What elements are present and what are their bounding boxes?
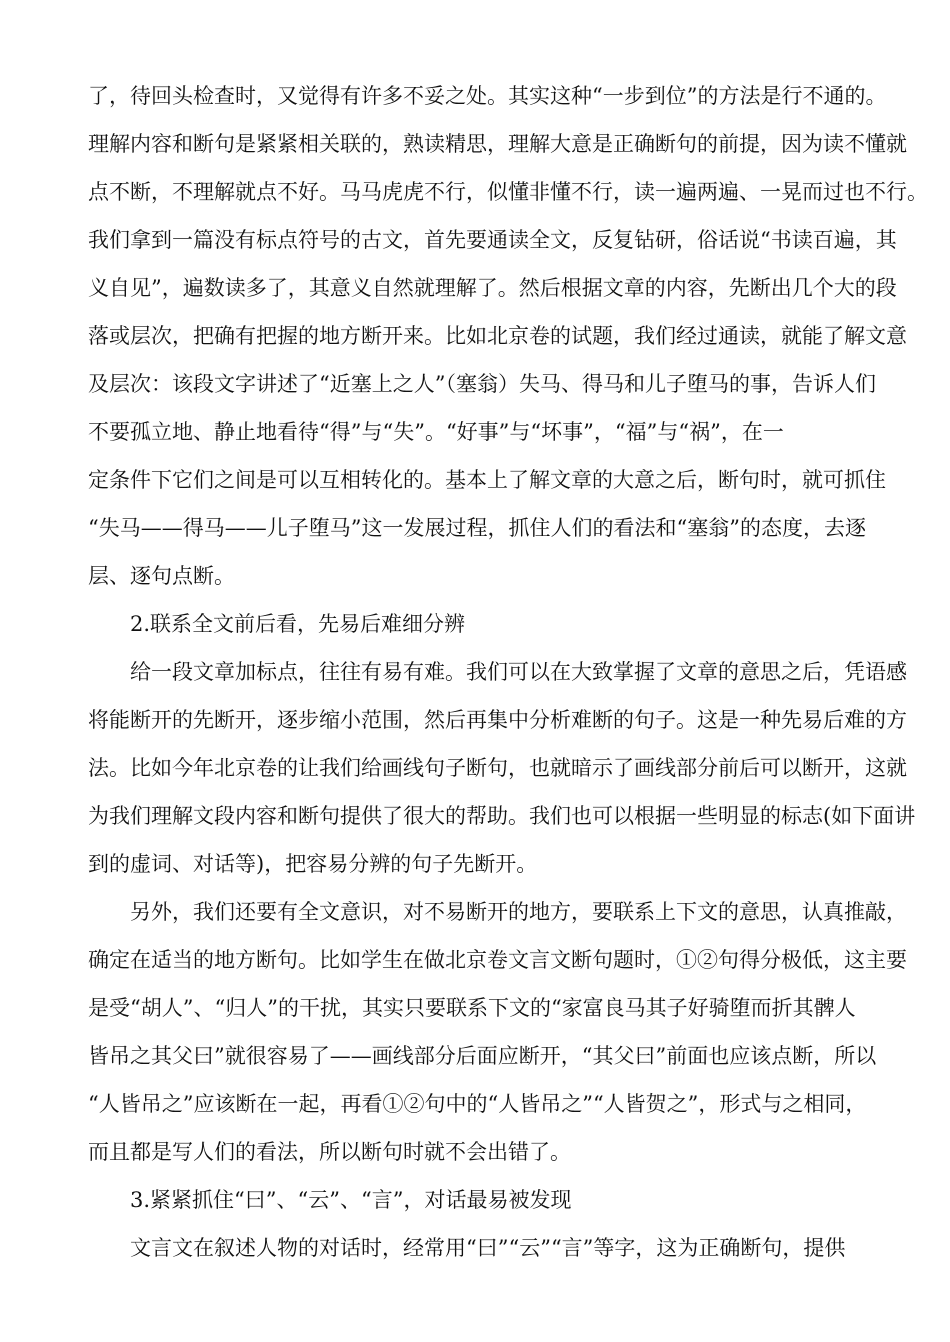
text-line-content: 了，待回头检查时，又觉得有许多不妥之处。其实这种“一步到位”的方法是行不通的。 [88,84,887,108]
text-line-content: 为我们理解文段内容和断句提供了很大的帮助。我们也可以根据一些明显的标志(如下面讲 [88,804,916,828]
text-line-content: 到的虚词、对话等)，把容易分辨的句子先断开。 [88,852,538,876]
text-line [0,120,950,168]
text-line-content: 是受“胡人”、“归人”的干扰，其实只要联系下文的“家富良马其子好骑堕而折其髀人 [88,996,856,1020]
text-line [0,264,950,312]
text-line [0,312,950,360]
text-line-content: 落或层次，把确有把握的地方断开来。比如北京卷的试题，我们经过通读，就能了解文意 [88,324,907,348]
text-line [0,840,950,888]
section-heading [0,1176,950,1224]
text-line [0,216,950,264]
text-line [0,1032,950,1080]
text-line-content: 皆吊之其父曰”就很容易了——画线部分后面应断开，“其父曰”前面也应该点断，所以 [88,1044,877,1068]
text-line [0,168,950,216]
text-line-content: 给一段文章加标点，往往有易有难。我们可以在大致掌握了文章的意思之后，凭语感 [130,660,907,684]
text-line-content: “人皆吊之”应该断在一起，再看①②句中的“人皆吊之”“人皆贺之”，形式与之相同， [88,1092,867,1116]
section-heading-text: 2.联系全文前后看，先易后难细分辨 [130,612,466,636]
text-line [0,696,950,744]
text-line-content: 理解内容和断句是紧紧相关联的，熟读精思，理解大意是正确断句的前提，因为读不懂就 [88,132,907,156]
text-line [0,504,950,552]
text-line [0,984,950,1032]
text-line [0,456,950,504]
text-line [0,792,950,840]
text-line-content: 法。比如今年北京卷的让我们给画线句子断句，也就暗示了画线部分前后可以断开，这就 [88,756,907,780]
text-line-content: 定条件下它们之间是可以互相转化的。基本上了解文章的大意之后，断句时，就可抓住 [88,468,886,492]
text-line-content: 层、逐句点断。 [88,564,235,588]
text-line-content: 而且都是写人们的看法，所以断句时就不会出错了。 [88,1140,571,1164]
text-line-content: 点不断，不理解就点不好。马马虎虎不行，似懂非懂不行，读一遍两遍、一晃而过也不行。 [88,180,928,204]
text-line [0,408,950,456]
text-line-content: 另外，我们还要有全文意识，对不易断开的地方，要联系上下文的意思，认真推敲， [130,900,907,924]
text-line-content: “失马——得马——儿子堕马”这一发展过程，抓住人们的看法和“塞翁”的态度，去逐 [88,516,866,540]
text-line-content: 文言文在叙述人物的对话时，经常用“曰”“云”“言”等字，这为正确断句，提供 [130,1236,846,1260]
section-heading [0,600,950,648]
section-heading-text: 3.紧紧抓住“曰”、“云”、“言”，对话最易被发现 [130,1188,572,1212]
text-line [0,72,950,120]
text-line [0,936,950,984]
text-line-content: 确定在适当的地方断句。比如学生在做北京卷文言文断句题时，①②句得分极低，这主要 [88,948,907,972]
text-line [0,552,950,600]
text-line-content: 不要孤立地、静止地看待“得”与“失”。“好事”与“坏事”，“福”与“祸”，在一 [88,420,784,444]
text-line-content: 义自见”，遍数读多了，其意义自然就理解了。然后根据文章的内容，先断出几个大的段 [88,276,897,300]
text-line [0,744,950,792]
text-line [0,1128,950,1176]
text-line-content: 及层次：该段文字讲述了“近塞上之人”（塞翁）失马、得马和儿子堕马的事，告诉人们 [88,372,876,396]
text-line-content: 将能断开的先断开，逐步缩小范围，然后再集中分析难断的句子。这是一种先易后难的方 [88,708,907,732]
text-line [0,648,950,696]
text-line-content: 我们拿到一篇没有标点符号的古文，首先要通读全文，反复钻研，俗话说“书读百遍，其 [88,228,897,252]
text-line [0,360,950,408]
text-line [0,1224,950,1272]
text-line [0,888,950,936]
text-line [0,1080,950,1128]
